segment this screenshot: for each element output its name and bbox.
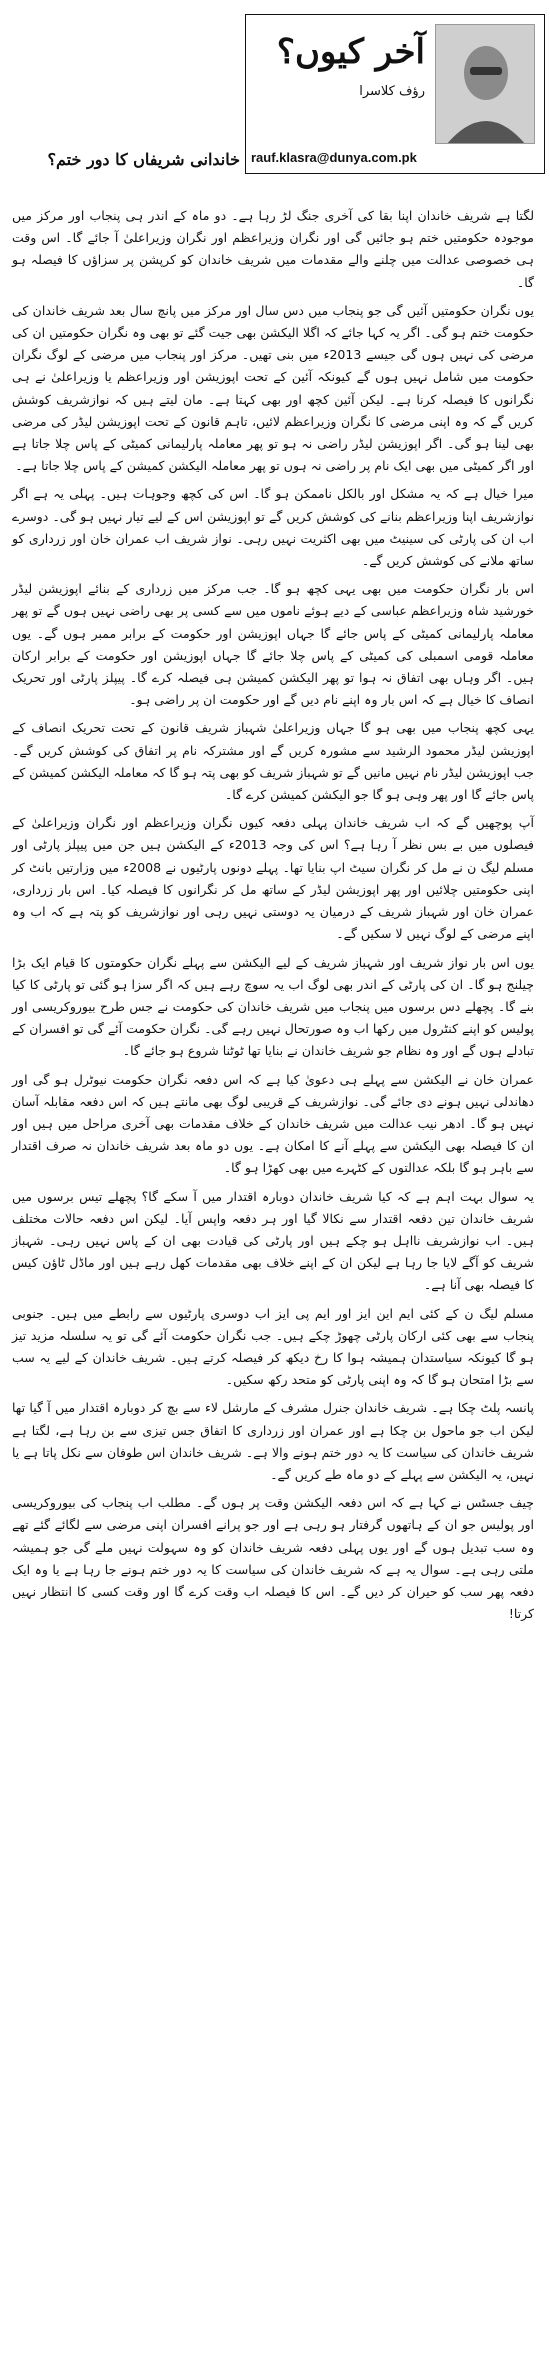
author-photo <box>435 24 535 144</box>
paragraph-1: لگتا ہے شریف خاندان اپنا بقا کی آخری جنگ لڑ رہا ہے۔ دو ماہ کے اندر ہی پنجاب اور مرکز میں موجودہ حکومتیں ختم ہو جائیں گی اور نگران وزیراعظم اور نگران وزیراعلیٰ آ جائے گا۔ اس وقت ہی خصوصی عدالت میں چلنے والے مقدمات میں شریف خاندان کو کرپشن پر سزاؤں کا فیصلہ ہو گا۔ <box>12 208 534 290</box>
paragraph-7: یوں اس بار نواز شریف اور شہباز شریف کے لیے الیکشن سے پہلے نگران حکومتوں کا قیام ایک بڑا چیلنج ہو گا۔ ان کی پارٹی کے اندر بھی لوگ اب یہ سوچ رہے ہیں کہ اگر سزا ہو گئی تو پارٹی کا کیا بنے گا۔ پچھلے دس برسوں میں پنجاب میں شریف خاندان کی حکومت نے جس طرح بیوروکریسی اور پولیس کو اپنے کنٹرول میں رکھا اب وہ صورتحال نہیں رہے گی۔ نگران حکومت آئے گی تو افسران کے تبادلے ہوں گے اور وہ نظام جو شریف خاندان نے بنایا تھا ٹوٹنا شروع ہو جائے گا۔ <box>12 954 534 1059</box>
article-body <box>12 205 534 1631</box>
column-name: آخر کیوں؟ <box>276 32 425 72</box>
paragraph-12: چیف جسٹس نے کہا ہے کہ اس دفعہ الیکشن وقت پر ہوں گے۔ مطلب اب پنجاب کی بیوروکریسی اور پولیس جو ان کے ہاتھوں گرفتار ہو رہی ہے اور جو پرانے افسران اپنی مرضی سے لگائے گئے تھے وہ سب تبدیل ہوں گے اور یوں پہلی دفعہ شریف خاندان کو وہ سہولت نہیں ملے گی جو ہمیشہ ملتی رہی ہے۔ سوال یہ ہے کہ شریف خاندان کی سیاست کا یہ دور ختم ہونے جا رہا ہے یا وہ ایک دفعہ پھر سب کو حیران کر دیں گے۔ اس کا فیصلہ اب وقت کرے گا اور وقت کسی کا انتظار نہیں کرتا! <box>12 1495 534 1622</box>
paragraph-10: مسلم لیگ ن کے کئی ایم این ایز اور ایم پی ایز اب دوسری پارٹیوں سے رابطے میں ہیں۔ جنوبی پنجاب سے بھی کئی ارکان پارٹی چھوڑ چکے ہیں۔ جب نگران حکومت آئے گی تو یہ سلسلہ مزید تیز ہو گا کیونکہ سیاستدان ہمیشہ ہوا کا رخ دیکھ کر فیصلہ کرتے ہیں۔ شریف خاندان کے لیے یہ سب سے بڑا امتحان ہو گا کہ وہ اپنی پارٹی کو متحد رکھ سکیں۔ <box>12 1305 534 1388</box>
author-email[interactable]: rauf.klasra@dunya.com.pk <box>251 150 417 165</box>
paragraph-11: پانسہ پلٹ چکا ہے۔ شریف خاندان جنرل مشرف کے مارشل لاء سے بچ کر دوبارہ اقتدار میں آ گیا تھا لیکن اب جو ماحول بن چکا ہے اور عمران اور زرداری کا اتفاق جس تیزی سے بن رہا ہے، لگتا ہے شریف خاندان کی سیاست کا یہ دور ختم ہونے والا ہے۔ شریف خاندان اس طوفان سے نکل پاتا ہے یا نہیں، یہ الیکشن سے پہلے کے دو ماہ طے کریں گے۔ <box>12 1400 534 1482</box>
paragraph-2: یوں نگران حکومتیں آئیں گی جو پنجاب میں دس سال اور مرکز میں پانچ سال بعد شریف خاندان کی حکومت ختم ہو گی۔ اگر یہ کہا جائے کہ اگلا الیکشن بھی جیت گئے تو بھی وہ نگران حکومتیں ان کی مرضی کی نہیں ہوں گی جیسے 2013ء میں بنی تھیں۔ مرکز اور پنجاب میں مرضی کے لوگ نگران حکومت میں شامل نہیں ہوں گے کیونکہ آئین کے تحت اپوزیشن اور وزیراعظم یا وزیراعلیٰ نے ہی نگرانوں کا فیصلہ کرنا ہے۔ لیکن آئین کچھ اور بھی کہتا ہے۔ مان لیتے ہیں کہ نوازشریف کوشش کریں گے کہ وہ اپنی مرضی کا نگران وزیراعظم لائیں، تاہم قانون کے تحت اپوزیشن لیڈر کی مرضی بھی لینا ہو گی۔ اگر اپوزیشن لیڈر راضی نہ ہو تو پھر معاملہ پارلیمانی کمیٹی کے پاس چلا جاتا ہے اور اگر کمیٹی میں بھی ایک نام پر راضی نہ ہوں تو پھر معاملہ الیکشن کمیشن کے پاس چلا جاتا ہے۔ <box>12 302 534 474</box>
paragraph-8: عمران خان نے الیکشن سے پہلے ہی دعویٰ کیا ہے کہ اس دفعہ نگران حکومت نیوٹرل ہو گی اور دھاندلی نہیں ہونے دی جائے گی۔ نوازشریف کے قریبی لوگ بھی مانتے ہیں کہ اس دفعہ مقابلہ آسان نہیں ہو گا۔ ادھر نیب عدالت میں شریف خاندان کے خلاف مقدمات بھی آخری مراحل میں ہیں اور ان کا فیصلہ بھی الیکشن سے پہلے آنے کا امکان ہے۔ یوں دو ماہ بعد شریف خاندان نہ صرف اقتدار سے باہر ہو گا بلکہ عدالتوں کے کٹہرے میں بھی کھڑا ہو گا۔ <box>12 1071 534 1176</box>
paragraph-6: آپ پوچھیں گے کہ اب شریف خاندان پہلی دفعہ کیوں نگران وزیراعظم اور نگران وزیراعلیٰ کے فیصلوں میں بے بس نظر آ رہا ہے؟ اس کی وجہ 2013ء کے الیکشن ہیں جن میں پیپلز پارٹی اور مسلم لیگ ن نے مل کر نگران سیٹ اپ بنایا تھا۔ پہلے دونوں پارٹیوں نے 2008ء میں وزارتیں بانٹ کر اپنی حکومتیں چلائیں اور پھر اپوزیشن لیڈر کے ساتھ مل کر نگرانوں کا فیصلہ کیا۔ اس بار زرداری، عمران خان اور شہباز شریف کے درمیان یہ دوستی نہیں رہی اور نوازشریف کو پتہ ہے کہ اب وہ اپنے مرضی کے لوگ نہیں لا سکیں گے۔ <box>12 815 534 942</box>
paragraph-3: میرا خیال ہے کہ یہ مشکل اور بالکل ناممکن ہو گا۔ اس کی کچھ وجوہات ہیں۔ پہلی یہ ہے اگر نوازشریف اپنا وزیراعظم بنانے کی کوشش کریں گے تو اپوزیشن اس کے لیے تیار نہیں ہو گی۔ دوسرے اب ان کی پارٹی کی سینیٹ میں بھی اکثریت نہیں رہی۔ نواز شریف اب عمران خان اور زرداری کو ساتھ ملانے کی کوشش کریں گے۔ <box>12 486 534 569</box>
author-portrait-icon <box>436 25 535 144</box>
column-header <box>245 14 545 189</box>
paragraph-4: اس بار نگران حکومت میں بھی یہی کچھ ہو گا۔ جب مرکز میں زرداری کے بنائے اپوزیشن لیڈر خورشید شاہ وزیراعظم عباسی کے دیے ہوئے ناموں میں سے کسی پر بھی راضی نہیں ہوں گے تو پھر معاملہ پارلیمانی کمیٹی کے پاس جائے گا جہاں اپوزیشن اور حکومت کے برابر ممبر ہوں گے۔ یوں معاملہ قومی اسمبلی کی کمیٹی کے پاس چلا جائے گا جہاں اپوزیشن اور حکومت کے برابر ارکان ہیں۔ اگر وہاں بھی اتفاق نہ ہوا تو پھر الیکشن کمیشن ہی فیصلہ کرے گا۔ پیپلز پارٹی اور تحریک انصاف کا خیال ہے کہ اس بار وہ اپنے نام دیں گے اور حکومت ان پر راضی ہو۔ <box>12 581 534 708</box>
paragraph-5: یہی کچھ پنجاب میں بھی ہو گا جہاں وزیراعلیٰ شہباز شریف قانون کے تحت تحریک انصاف کے اپوزیشن لیڈر محمود الرشید سے مشورہ کریں گے اور مشترکہ نام پر اتفاق کی کوشش کریں گے۔ جب اپوزیشن لیڈر نام نہیں مانیں گے تو شہباز شریف کو بھی پتہ ہو گا کہ معاملہ الیکشن کمیشن کے پاس جائے گا اور پھر وہی ہو گا جو الیکشن کمیشن کرے گا۔ <box>12 720 534 803</box>
author-name: رؤف کلاسرا <box>359 84 425 99</box>
paragraph-9: یہ سوال بہت اہم ہے کہ کیا شریف خاندان دوبارہ اقتدار میں آ سکے گا؟ پچھلے تیس برسوں میں شریف خاندان تین دفعہ اقتدار سے نکالا گیا اور ہر دفعہ واپس آیا۔ لیکن اس دفعہ حالات مختلف ہیں۔ اب نوازشریف نااہل ہو چکے ہیں اور پارٹی کی قیادت بھی ان کے پاس نہیں رہی۔ شہباز شریف کو آگے لایا جا رہا ہے لیکن ان کے اپنے خلاف بھی مقدمات کھل رہے ہیں اور ماڈل ٹاؤن کیس کا فیصلہ بھی آنا ہے۔ <box>12 1188 534 1293</box>
article-headline: خاندانی شریفاں کا دور ختم؟ <box>47 150 240 169</box>
